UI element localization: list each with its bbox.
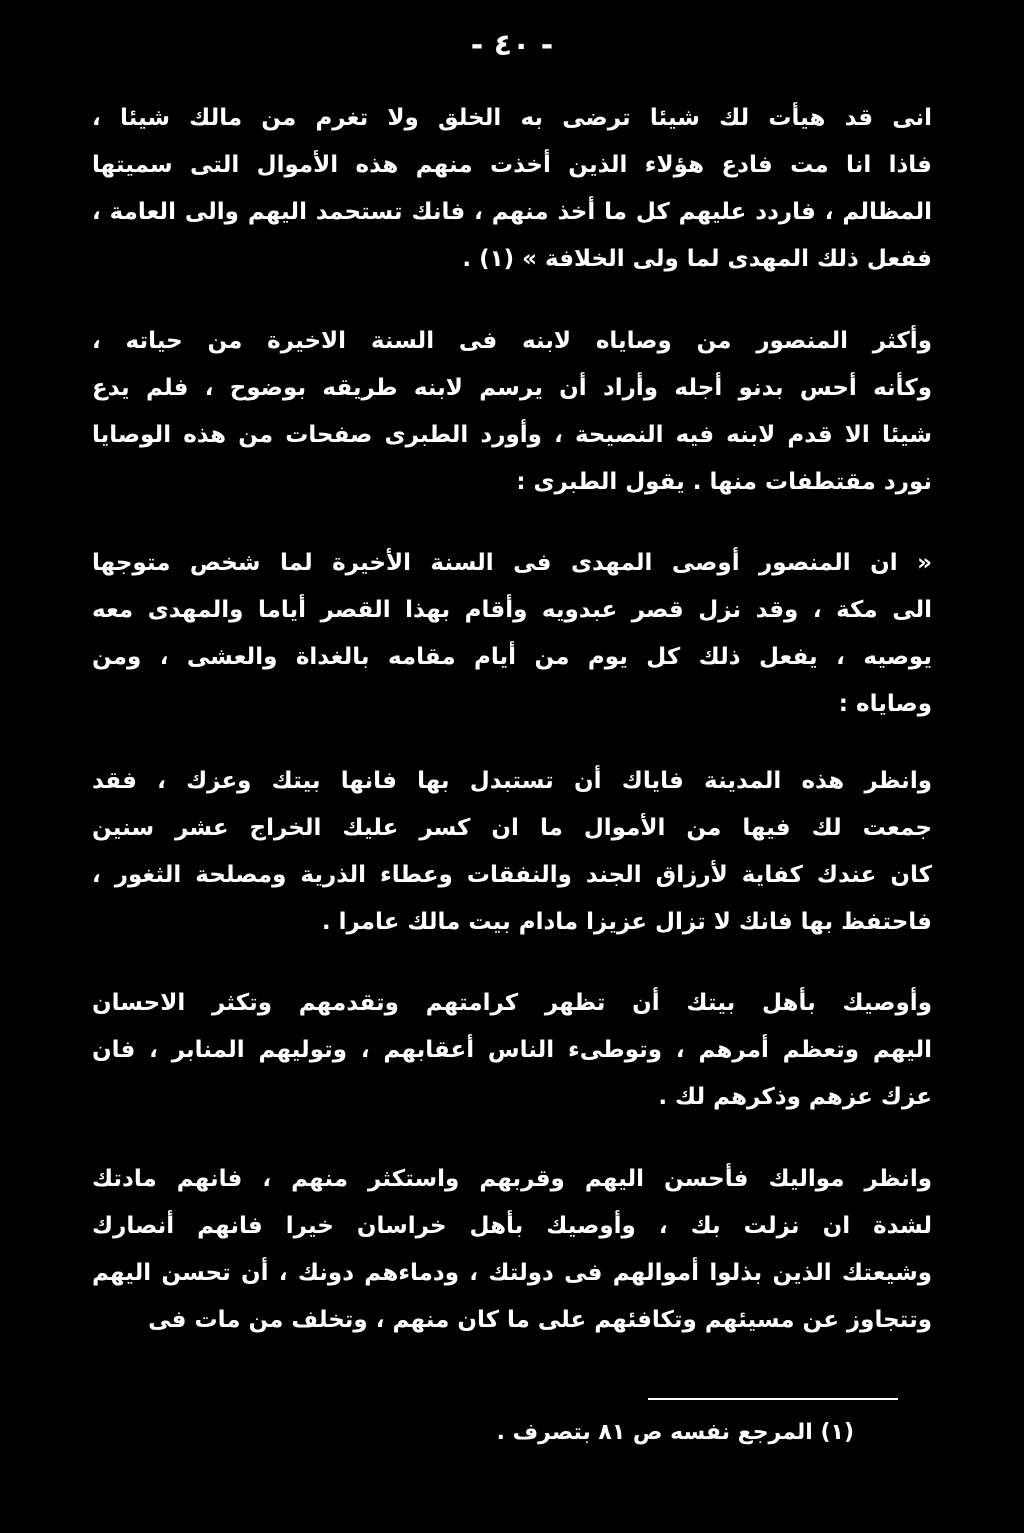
paragraph xyxy=(92,1156,932,1344)
text-line: انى قد هيأت لك شيئا ترضى به الخلق ولا تغرم من مالك شيئا ، xyxy=(92,105,932,131)
text-line: وانظر مواليك فأحسن اليهم وقربهم واستكثر منهم ، فانهم مادتك xyxy=(92,1166,932,1192)
text-line: وتتجاوز عن مسيئهم وتكافئهم على ما كان منهم ، وتخلف من مات فى xyxy=(148,1307,932,1333)
paragraph xyxy=(92,758,932,946)
text-line: يوصيه ، يفعل ذلك كل يوم من أيام مقامه بالغداة والعشى ، ومن xyxy=(92,644,932,670)
text-line: فاحتفظ بها فانك لا تزال عزيزا مادام بيت مالك عامرا . xyxy=(321,909,932,935)
text-line: شيئا الا قدم لابنه فيه النصيحة ، وأورد الطبرى صفحات من هذه الوصايا xyxy=(92,422,932,448)
text-line: فاذا انا مت فادع هؤلاء الذين أخذت منهم هذه الأموال التى سميتها xyxy=(92,152,932,178)
text-line: وأكثر المنصور من وصاياه لابنه فى السنة الاخيرة من حياته ، xyxy=(92,328,932,354)
text-line: وانظر هذه المدينة فاياك أن تستبدل بها فانها بيتك وعزك ، فقد xyxy=(92,768,932,794)
text-line: لشدة ان نزلت بك ، وأوصيك بأهل خراسان خيرا فانهم أنصارك xyxy=(92,1213,932,1239)
text-line: نورد مقتطفات منها . يقول الطبرى : xyxy=(516,469,932,495)
paragraph xyxy=(92,540,932,728)
footnote: (١) المرجع نفسه ص ٨١ بتصرف . xyxy=(496,1420,854,1445)
text-line: وأوصيك بأهل بيتك أن تظهر كرامتهم وتقدمهم وتكثر الاحسان xyxy=(92,990,932,1016)
paragraph xyxy=(92,318,932,506)
text-line: وكأنه أحس بدنو أجله وأراد أن يرسم لابنه طريقه بوضوح ، فلم يدع xyxy=(92,375,932,401)
text-line: وشيعتك الذين بذلوا أموالهم فى دولتك ، ودماءهم دونك ، أن تحسن اليهم xyxy=(92,1260,932,1286)
footnote-rule xyxy=(648,1398,898,1400)
text-line: وصاياه : xyxy=(838,691,932,717)
text-line: الى مكة ، وقد نزل قصر عبدويه وأقام بهذا القصر أياما والمهدى معه xyxy=(92,597,932,623)
text-line: عزك عزهم وذكرهم لك . xyxy=(658,1084,932,1110)
text-line: المظالم ، فاردد عليهم كل ما أخذ منهم ، فانك تستحمد اليهم والى العامة ، xyxy=(92,199,932,225)
paragraph xyxy=(92,980,932,1121)
text-line: اليهم وتعظم أمرهم ، وتوطىء الناس أعقابهم ، وتوليهم المنابر ، فان xyxy=(92,1037,932,1063)
text-line: جمعت لك فيها من الأموال ما ان كسر عليك الخراج عشر سنين xyxy=(92,815,932,841)
text-line: ففعل ذلك المهدى لما ولى الخلافة » (١) . xyxy=(462,246,932,272)
page-number: - ٤٠ - xyxy=(470,28,554,63)
text-line: كان عندك كفاية لأرزاق الجند والنفقات وعطاء الذرية ومصلحة الثغور ، xyxy=(92,862,932,888)
paragraph xyxy=(92,95,932,283)
text-line: « ان المنصور أوصى المهدى فى السنة الأخيرة لما شخص متوجها xyxy=(92,550,932,576)
